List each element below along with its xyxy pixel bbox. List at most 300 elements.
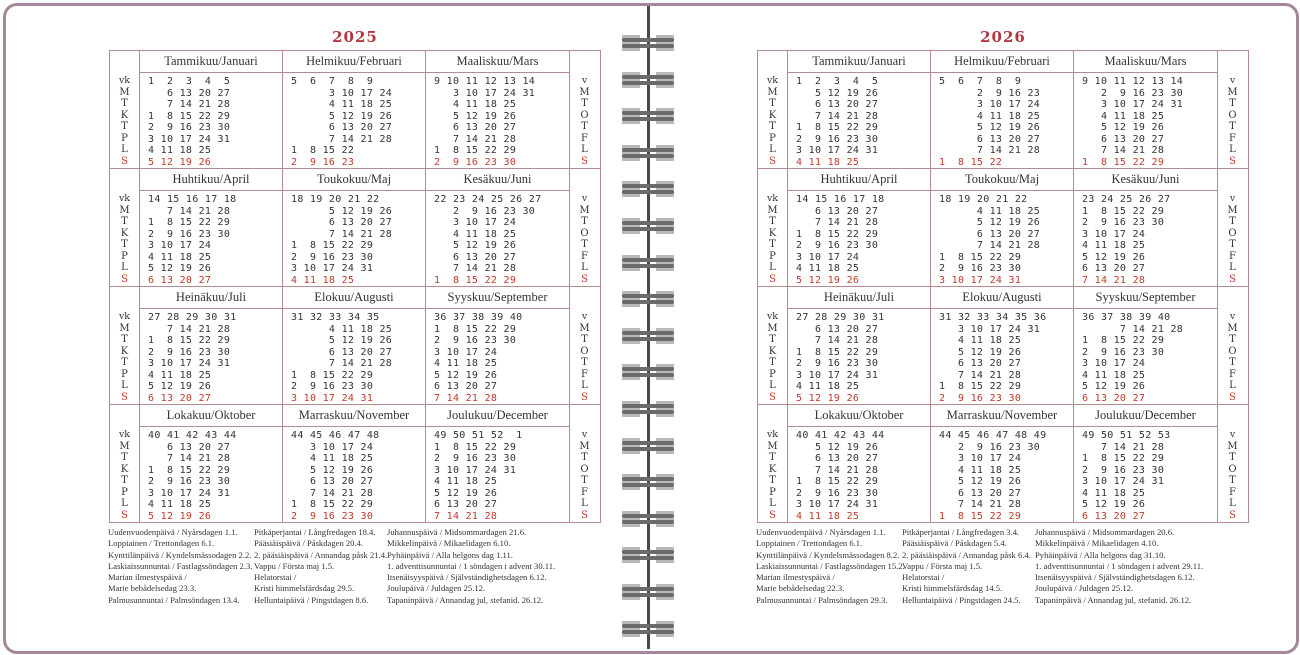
month-block xyxy=(931,287,1074,404)
weekday-labels-fi xyxy=(110,169,140,286)
month-block xyxy=(426,51,569,168)
day-row: 4 11 18 25 xyxy=(939,205,1041,217)
holiday-entry: Uudenvuodenpäivä / Nyårsdagen 1.1. xyxy=(108,527,238,537)
day-row: 1 8 15 22 29 xyxy=(1082,453,1165,464)
weekday-labels-fi xyxy=(110,287,140,404)
day-row: 6 13 20 27 xyxy=(1082,263,1146,274)
day-row: 3 10 17 24 31 xyxy=(796,369,879,381)
day-row: 7 14 21 28 xyxy=(434,133,517,145)
weekday-label: L xyxy=(581,144,588,155)
weekday-label: T xyxy=(581,121,588,132)
weekday-label: F xyxy=(1229,132,1236,144)
day-row: 5 12 19 26 xyxy=(148,510,212,522)
weekday-label: P xyxy=(769,250,776,262)
day-row: 7 14 21 28 xyxy=(796,335,879,346)
weekday-label: T xyxy=(121,216,128,227)
holiday-entry: Juhannuspäivä / Midsommardagen 20.6. xyxy=(1035,527,1175,537)
holiday-entry: Pitkäperjantai / Långfredagen 3.4. xyxy=(902,527,1020,537)
weekday-label: L xyxy=(1229,144,1236,155)
week-numbers-row: 9 10 11 12 13 14 xyxy=(434,76,536,87)
month-name: Heinäkuu/Juli xyxy=(788,287,930,309)
weekday-label: O xyxy=(580,345,589,357)
holiday-entry: Itsenäisyyspäivä / Självständighetsdagen 6.12. xyxy=(387,572,547,583)
week-numbers-row: 5 6 7 8 9 xyxy=(291,76,374,87)
day-row: 1 8 15 22 29 xyxy=(796,122,879,133)
day-row: 1 8 15 22 29 xyxy=(434,323,517,335)
month-block xyxy=(283,51,426,168)
holiday-entry: Kristi himmelsfärdsdag 29.5. xyxy=(254,583,355,594)
week-numbers-row: 23 24 25 26 27 xyxy=(1082,194,1171,205)
weekday-label: v xyxy=(1229,193,1236,204)
day-row: 7 14 21 28 xyxy=(1082,323,1184,335)
binding-ring xyxy=(622,108,674,124)
weekday-label: vk xyxy=(766,429,779,440)
day-row: 6 13 20 27 xyxy=(148,441,231,453)
day-row: 4 11 18 25 xyxy=(796,263,860,274)
weekday-label: P xyxy=(121,368,128,380)
week-numbers-row: 5 6 7 8 9 xyxy=(939,76,1022,87)
binding-ring xyxy=(622,584,674,600)
weekday-label: T xyxy=(121,357,128,368)
weekday-label: S xyxy=(581,391,588,403)
day-row: 5 12 19 26 xyxy=(148,381,212,392)
month-name: Tammikuu/Januari xyxy=(788,51,930,73)
weekday-label: P xyxy=(121,250,128,262)
day-row: 4 11 18 25 xyxy=(291,453,374,464)
holiday-entry: Marian ilmestyspäivä / xyxy=(108,572,187,583)
month-name: Heinäkuu/Juli xyxy=(140,287,282,309)
day-row: 3 10 17 24 31 xyxy=(939,323,1041,335)
day-row: 4 11 18 25 xyxy=(434,228,517,240)
weekday-labels-sv xyxy=(569,287,599,404)
weekday-label: T xyxy=(121,334,128,345)
day-row: 1 8 15 22 29 xyxy=(1082,156,1165,168)
day-row: 5 12 19 26 xyxy=(1082,122,1165,133)
day-row: 1 8 15 22 xyxy=(291,145,355,156)
day-row: 2 9 16 23 30 xyxy=(291,381,374,392)
day-row: 2 9 16 23 xyxy=(939,87,1041,99)
day-row: 6 13 20 27 xyxy=(434,381,498,392)
day-row: 1 8 15 22 29 xyxy=(148,335,231,346)
day-row: 7 14 21 28 xyxy=(1082,145,1165,156)
day-row: 1 8 15 22 29 xyxy=(434,145,517,156)
day-row: 5 12 19 26 xyxy=(434,369,498,381)
day-row: 1 8 15 22 29 xyxy=(939,510,1022,522)
quarter-row xyxy=(758,169,1248,287)
holiday-entry: 2. pääsiäispäivä / Annandag påsk 21.4. xyxy=(254,549,388,560)
day-row: 4 11 18 25 xyxy=(796,156,860,168)
holiday-entry: Pääsiäispäivä / Påskdagen 5.4. xyxy=(902,538,1007,549)
holiday-column xyxy=(902,527,1031,606)
month-block xyxy=(426,405,569,522)
weekday-label: F xyxy=(581,368,588,380)
binding-ring xyxy=(622,35,674,51)
holiday-entry: Marie bebådelsedag 23.3. xyxy=(108,583,197,594)
holiday-entry: Juhannuspäivä / Midsommardagen 21.6. xyxy=(387,527,527,537)
day-row: 5 12 19 26 xyxy=(434,240,517,251)
week-numbers-row: 31 32 33 34 35 xyxy=(291,312,380,323)
weekday-label: F xyxy=(581,250,588,262)
day-row: 6 13 20 27 xyxy=(939,133,1041,145)
quarter-row xyxy=(110,51,600,169)
day-row: 1 8 15 22 29 xyxy=(291,369,374,381)
day-row: 6 13 20 27 xyxy=(291,476,374,487)
day-row: 2 9 16 23 30 xyxy=(148,476,231,487)
day-row: 4 11 18 25 xyxy=(939,464,1022,476)
weekday-label: S xyxy=(581,273,588,285)
weekday-label: S xyxy=(769,391,776,403)
weekday-label: K xyxy=(768,109,777,121)
day-row: 3 10 17 24 31 xyxy=(148,487,231,499)
month-block xyxy=(140,51,283,168)
month-block xyxy=(788,405,931,522)
weekday-label: T xyxy=(1229,475,1236,486)
day-row: 7 14 21 28 xyxy=(291,133,393,145)
weekday-label: S xyxy=(121,391,128,403)
weekday-label: T xyxy=(1229,357,1236,368)
day-row: 3 10 17 24 xyxy=(148,240,212,251)
day-row: 2 9 16 23 30 xyxy=(291,251,374,263)
weekday-label: T xyxy=(769,98,776,109)
holiday-entry: Mikkelinpäivä / Mikaelidagen 6.10. xyxy=(387,538,511,549)
holiday-column xyxy=(1035,527,1203,606)
month-name: Huhtikuu/April xyxy=(140,169,282,191)
day-row: 2 9 16 23 30 xyxy=(148,228,231,240)
weekday-label: F xyxy=(581,132,588,144)
day-row: 4 11 18 25 xyxy=(1082,487,1146,499)
day-row: 2 9 16 23 30 xyxy=(1082,87,1184,99)
weekday-label: v xyxy=(581,75,588,86)
day-row: 6 13 20 27 xyxy=(939,358,1022,369)
month-name: Lokakuu/Oktober xyxy=(788,405,930,427)
day-row: 2 9 16 23 30 xyxy=(434,205,536,217)
weekday-label: M xyxy=(579,440,590,452)
week-numbers-row: 9 10 11 12 13 14 xyxy=(1082,76,1184,87)
weekday-label: vk xyxy=(766,75,779,86)
weekday-label: K xyxy=(768,227,777,239)
weekday-label: S xyxy=(1229,391,1236,403)
month-block xyxy=(426,287,569,404)
weekday-label: T xyxy=(581,475,588,486)
day-row: 7 14 21 28 xyxy=(1082,274,1146,286)
month-name: Helmikuu/Februari xyxy=(931,51,1073,73)
day-row: 6 13 20 27 xyxy=(1082,392,1146,404)
weekday-labels-fi xyxy=(758,51,788,168)
day-row: 7 14 21 28 xyxy=(291,358,393,369)
weekday-label: S xyxy=(1229,273,1236,285)
weekday-label: O xyxy=(580,463,589,475)
weekday-label: P xyxy=(769,486,776,498)
day-row: 4 11 18 25 xyxy=(148,499,212,510)
weekday-label: T xyxy=(1229,334,1236,345)
month-name: Helmikuu/Februari xyxy=(283,51,425,73)
month-name: Maaliskuu/Mars xyxy=(1074,51,1217,73)
holiday-entry: Helatorstai / xyxy=(254,572,297,583)
weekday-label: L xyxy=(581,380,588,391)
week-numbers-row: 18 19 20 21 22 xyxy=(291,194,380,205)
day-row: 7 14 21 28 xyxy=(434,263,517,274)
weekday-label: K xyxy=(120,345,129,357)
year-title: 2026 xyxy=(980,28,1026,46)
weekday-label: T xyxy=(769,475,776,486)
weekday-label: T xyxy=(769,334,776,345)
weekday-label: M xyxy=(119,440,130,452)
day-row: 4 11 18 25 xyxy=(939,110,1041,122)
weekday-labels-sv xyxy=(1217,405,1247,522)
holiday-entry: 2. pääsiäispäivä / Annandag påsk 6.4. xyxy=(902,549,1031,560)
day-row: 1 8 15 22 29 xyxy=(291,240,374,251)
day-row: 1 8 15 22 29 xyxy=(1082,205,1165,217)
weekday-label: K xyxy=(768,345,777,357)
day-row: 5 12 19 26 xyxy=(1082,381,1146,392)
day-row: 7 14 21 28 xyxy=(939,499,1022,510)
day-row: 6 13 20 27 xyxy=(148,87,231,99)
quarter-row xyxy=(110,405,600,522)
day-row: 1 8 15 22 29 xyxy=(1082,335,1165,346)
weekday-label: M xyxy=(119,204,130,216)
day-row: 7 14 21 28 xyxy=(939,240,1041,251)
holiday-entry: Tapaninpäivä / Annandag jul, stefanid. 26.12. xyxy=(1035,594,1192,605)
weekday-label: L xyxy=(769,262,776,273)
binding-ring xyxy=(622,511,674,527)
day-row: 6 13 20 27 xyxy=(434,251,517,263)
month-block xyxy=(140,405,283,522)
day-row: 5 12 19 26 xyxy=(1082,251,1146,263)
weekday-label: T xyxy=(769,239,776,250)
day-row: 5 12 19 26 xyxy=(796,392,860,404)
weekday-labels-fi xyxy=(758,405,788,522)
day-row: 5 12 19 26 xyxy=(796,274,860,286)
weekday-labels-sv xyxy=(1217,169,1247,286)
weekday-label: v xyxy=(581,193,588,204)
day-row: 5 12 19 26 xyxy=(434,110,517,122)
month-name: Kesäkuu/Juni xyxy=(1074,169,1217,191)
month-name: Syyskuu/September xyxy=(1074,287,1217,309)
day-row: 2 9 16 23 30 xyxy=(796,133,879,145)
weekday-labels-sv xyxy=(569,169,599,286)
binding-ring xyxy=(622,621,674,637)
weekday-label: L xyxy=(769,144,776,155)
day-row: 4 11 18 25 xyxy=(148,369,212,381)
holiday-entry: Helluntaipäivä / Pingstdagen 8.6. xyxy=(254,594,369,605)
weekday-label: K xyxy=(768,463,777,475)
day-row: 7 14 21 28 xyxy=(1082,441,1165,453)
weekday-label: L xyxy=(1229,380,1236,391)
weekday-label: K xyxy=(120,227,129,239)
weekday-label: T xyxy=(1229,239,1236,250)
weekday-label: T xyxy=(769,216,776,227)
day-row: 4 11 18 25 xyxy=(796,381,860,392)
weekday-label: M xyxy=(119,322,130,334)
weekday-label: T xyxy=(581,357,588,368)
day-row: 1 8 15 22 29 xyxy=(796,346,879,358)
quarter-row xyxy=(758,51,1248,169)
calendar-page-right xyxy=(757,28,1249,523)
weekday-label: vk xyxy=(118,75,131,86)
week-numbers-row: 22 23 24 25 26 27 xyxy=(434,194,542,205)
day-row: 7 14 21 28 xyxy=(148,453,231,464)
weekday-label: P xyxy=(121,486,128,498)
day-row: 3 10 17 24 31 xyxy=(1082,476,1165,487)
day-row: 1 8 15 22 29 xyxy=(939,251,1022,263)
day-row: 3 10 17 24 xyxy=(291,87,393,99)
day-row: 4 11 18 25 xyxy=(1082,369,1146,381)
binding-ring xyxy=(622,401,674,417)
quarter-row xyxy=(758,405,1248,522)
weekday-label: T xyxy=(581,98,588,109)
holiday-entry: Uudenvuodenpäivä / Nyårsdagen 1.1. xyxy=(756,527,886,537)
month-block xyxy=(1074,405,1217,522)
holiday-entry: Pitkäperjantai / Långfredagen 18.4. xyxy=(254,527,376,537)
day-row: 5 12 19 26 xyxy=(291,464,374,476)
day-row: 3 10 17 24 xyxy=(434,346,498,358)
day-row: 3 10 17 24 xyxy=(939,453,1022,464)
holiday-entry: Tapaninpäivä / Annandag jul, stefanid. 26.12. xyxy=(387,594,544,605)
binding-ring xyxy=(622,291,674,307)
weekday-label: O xyxy=(580,109,589,121)
weekday-label: S xyxy=(769,509,776,521)
binding-ring xyxy=(622,72,674,88)
holiday-entry: Vappu / Första maj 1.5. xyxy=(254,560,335,571)
day-row: 5 12 19 26 xyxy=(291,335,393,346)
day-row: 4 11 18 25 xyxy=(291,274,355,286)
week-numbers-row: 27 28 29 30 31 xyxy=(796,312,885,323)
week-numbers-row: 49 50 51 52 1 xyxy=(434,430,523,441)
day-row: 3 10 17 24 xyxy=(1082,228,1146,240)
day-row: 2 9 16 23 30 xyxy=(434,453,517,464)
weekday-label: vk xyxy=(118,311,131,322)
day-row: 4 11 18 25 xyxy=(1082,110,1165,122)
binding-ring xyxy=(622,547,674,563)
day-row: 4 11 18 25 xyxy=(148,145,212,156)
day-row: 6 13 20 27 xyxy=(148,274,212,286)
weekday-labels-fi xyxy=(110,51,140,168)
holiday-entry: 1. adventtisunnuntai / 1 söndagen i advent 29.11. xyxy=(1035,560,1204,571)
day-row: 7 14 21 28 xyxy=(148,205,231,217)
weekday-label: S xyxy=(1229,509,1236,521)
day-row: 6 13 20 27 xyxy=(1082,510,1146,522)
weekday-label: L xyxy=(121,498,128,509)
day-row: 6 13 20 27 xyxy=(291,346,393,358)
weekday-label: T xyxy=(769,121,776,132)
day-row: 4 11 18 25 xyxy=(434,99,517,110)
month-block xyxy=(1074,287,1217,404)
weekday-label: vk xyxy=(118,429,131,440)
holiday-entry: Helluntaipäivä / Pingstdagen 24.5. xyxy=(902,594,1021,605)
binding-ring xyxy=(622,474,674,490)
weekday-label: O xyxy=(1228,109,1237,121)
day-row: 7 14 21 28 xyxy=(148,99,231,110)
binding-ring xyxy=(622,364,674,380)
weekday-label: M xyxy=(767,440,778,452)
day-row: 2 9 16 23 xyxy=(291,156,355,168)
weekday-label: L xyxy=(121,262,128,273)
month-name: Tammikuu/Januari xyxy=(140,51,282,73)
weekday-label: T xyxy=(581,334,588,345)
month-block xyxy=(931,51,1074,168)
day-row: 6 13 20 27 xyxy=(291,217,393,228)
week-numbers-row: 49 50 51 52 53 xyxy=(1082,430,1171,441)
holiday-entry: Itsenäisyyspäivä / Självständighetsdagen 6.12. xyxy=(1035,572,1195,583)
weekday-label: T xyxy=(121,239,128,250)
month-block xyxy=(426,169,569,286)
holiday-entry: Pyhäinpäivä / Alla helgons dag 31.10. xyxy=(1035,549,1166,560)
week-numbers-row: 36 37 38 39 40 xyxy=(1082,312,1171,323)
weekday-label: S xyxy=(581,155,588,167)
holiday-entry: Marie bebådelsedag 22.3. xyxy=(756,583,845,594)
month-name: Maaliskuu/Mars xyxy=(426,51,569,73)
day-row: 1 8 15 22 29 xyxy=(939,381,1022,392)
month-block xyxy=(283,405,426,522)
month-block xyxy=(283,287,426,404)
weekday-label: v xyxy=(581,311,588,322)
day-row: 3 10 17 24 31 xyxy=(796,499,879,510)
month-block xyxy=(788,287,931,404)
weekday-label: M xyxy=(579,86,590,98)
holiday-entry: Pyhäinpäivä / Alla helgons dag 1.11. xyxy=(387,549,513,560)
day-row: 1 8 15 22 29 xyxy=(796,228,879,240)
weekday-labels-sv xyxy=(1217,287,1247,404)
weekday-label: O xyxy=(1228,345,1237,357)
holiday-entry: Mikkelinpäivä / Mikaelidagen 4.10. xyxy=(1035,538,1159,549)
weekday-label: S xyxy=(769,155,776,167)
weekday-label: M xyxy=(1227,86,1238,98)
weekday-labels-sv xyxy=(569,405,599,522)
day-row: 7 14 21 28 xyxy=(434,392,498,404)
quarter-row xyxy=(110,287,600,405)
month-name: Joulukuu/December xyxy=(426,405,569,427)
binding-ring xyxy=(622,145,674,161)
month-name: Elokuu/Augusti xyxy=(931,287,1073,309)
day-row: 4 11 18 25 xyxy=(796,510,860,522)
weekday-label: F xyxy=(581,486,588,498)
day-row: 5 12 19 26 xyxy=(434,487,498,499)
week-numbers-row: 40 41 42 43 44 xyxy=(796,430,885,441)
weekday-label: v xyxy=(1229,75,1236,86)
holiday-entry: Laskiaissunnuntai / Fastlagssöndagen 15.2. xyxy=(756,560,905,571)
weekday-label: T xyxy=(581,452,588,463)
week-numbers-row: 31 32 33 34 35 36 xyxy=(939,312,1047,323)
weekday-label: L xyxy=(1229,498,1236,509)
weekday-label: O xyxy=(1228,463,1237,475)
weekday-label: L xyxy=(1229,262,1236,273)
day-row: 1 8 15 22 29 xyxy=(148,217,231,228)
month-block xyxy=(140,169,283,286)
binding-ring xyxy=(622,181,674,197)
weekday-label: L xyxy=(121,144,128,155)
holiday-entry: Marian ilmestyspäivä / xyxy=(756,572,835,583)
holiday-entry: Joulupäivä / Juldagen 25.12. xyxy=(1035,583,1134,594)
week-numbers-row: 44 45 46 47 48 49 xyxy=(939,430,1047,441)
day-row: 6 13 20 27 xyxy=(796,205,879,217)
week-numbers-row: 44 45 46 47 48 xyxy=(291,430,380,441)
day-row: 2 9 16 23 30 xyxy=(1082,464,1165,476)
weekday-label: O xyxy=(580,227,589,239)
day-row: 5 12 19 26 xyxy=(939,476,1022,487)
weekday-label: v xyxy=(581,429,588,440)
day-row: 6 13 20 27 xyxy=(291,122,393,133)
holiday-entry: Loppiainen / Trettondagen 6.1. xyxy=(108,538,215,549)
day-row: 6 13 20 27 xyxy=(939,487,1022,499)
week-numbers-row: 1 2 3 4 5 xyxy=(148,76,231,87)
holiday-entry: Pääsiäispäivä / Påskdagen 20.4. xyxy=(254,538,364,549)
day-row: 2 9 16 23 30 xyxy=(1082,217,1165,228)
day-row: 2 9 16 23 30 xyxy=(148,346,231,358)
day-row: 2 9 16 23 30 xyxy=(939,263,1022,274)
week-numbers-row: 14 15 16 17 18 xyxy=(148,194,237,205)
holiday-entry: Palmusunnuntai / Palmsöndagen 29.3. xyxy=(756,594,888,605)
day-row: 4 11 18 25 xyxy=(1082,240,1146,251)
